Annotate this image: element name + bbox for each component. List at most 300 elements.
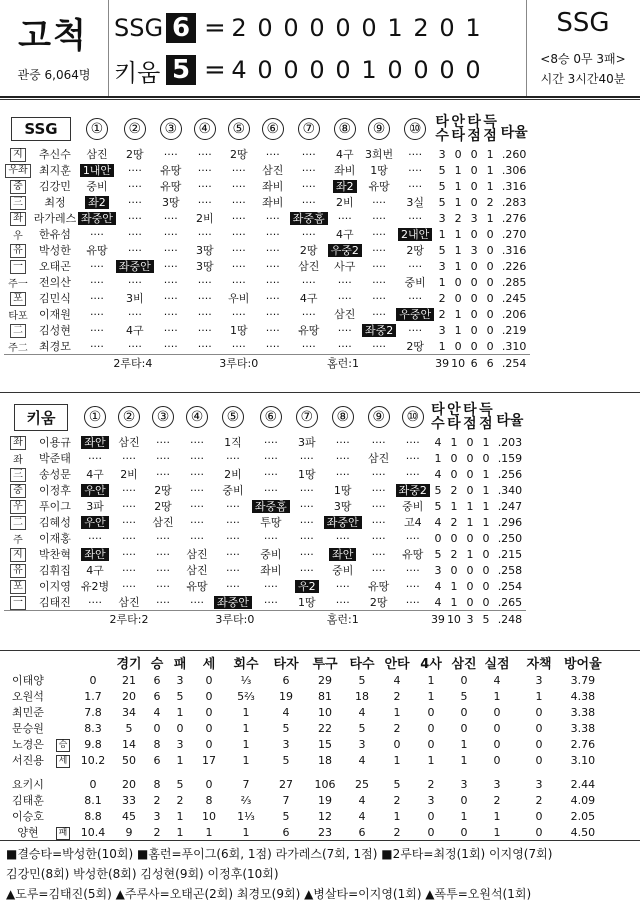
inning-number: ① [84,406,106,428]
at-bat-result: ···· [371,435,386,449]
pitching-stat: 5⅔ [237,689,255,703]
at-bat-result: 중비 [404,276,426,289]
at-bat-result: ···· [156,531,170,545]
at-bat-result: 유땅 [160,164,182,177]
at-bat-result: 4구 [126,324,144,337]
at-bat-result: 4구 [299,292,318,305]
pitching-stat: 0 [427,737,435,751]
at-bat-result: ···· [197,195,212,209]
stat-avg: .256 [497,467,523,481]
stat-rbi: 0 [470,291,478,305]
batter-row [4,322,530,338]
stat-rbi: 3 [470,211,478,225]
stat-r: 1 [482,467,490,481]
notes-line-3: ▲도루=김태진(5회) ▲주루사=오태곤(2회) 최경모(9회) ▲병살타=이지영(1회) ▲폭투=오원석(1회) [6,887,532,901]
pitching-stat: 14 [122,737,136,751]
pitching-stat: 0 [205,673,213,687]
stat-rbi: 0 [466,435,474,449]
inning-score: 0 [439,14,455,42]
at-bat-result: 1땅 [370,164,388,177]
batter-row [4,562,526,578]
batter-name: 김휘집 [39,564,71,577]
pitching-stat: 0 [535,809,543,823]
at-bat-result: ···· [371,499,386,513]
position-label: 지 [10,148,26,162]
at-bat-result: ···· [190,467,204,481]
at-bat-result: 1땅 [297,468,316,481]
stat-h: 1 [454,163,462,177]
at-bat-result: ···· [127,195,142,209]
at-bat-result: ···· [163,227,178,241]
stat-ab: 3 [438,259,446,273]
position-cell [4,306,32,322]
equals-sign: = [204,13,226,43]
at-bat-result: ···· [405,435,420,449]
pitching-stat: 1 [460,753,468,767]
at-bat-result: ···· [88,531,102,545]
pitcher-name: 오원석 [12,690,44,703]
pitching-stat: 2 [393,721,401,735]
at-bat-result: ···· [371,515,386,529]
at-bat-result: ···· [299,563,314,577]
notes-line-1: ■결승타=박성한(10회) ■홈런=푸이그(6회, 1점) 라가레스(7회, 1점) ■2루타=최정(1회) 이지영(7회) [6,847,553,861]
at-bat-result: ···· [299,483,314,497]
stat-rbi: 1 [466,499,474,513]
equals-sign: = [204,55,226,85]
pitching-header: 투구 [312,656,338,672]
inning-number: ⑧ [332,406,354,428]
stat-r: 0 [482,579,490,593]
inning-score: 0 [257,56,273,84]
total-rbi: 3 [462,611,478,628]
batter-row [4,466,526,482]
pitching-stat: 10 [318,705,332,719]
at-bat-result: ···· [231,163,246,177]
stat-h: 1 [450,595,458,609]
batter-row [4,258,530,274]
at-bat-result [78,210,116,226]
position-label: 좌 [13,454,23,466]
inning-number: ⑨ [368,118,390,140]
position-label: 포 [10,580,26,594]
pitching-header: 경기 [116,656,142,672]
pitching-stat: 4 [493,673,501,687]
pitching-stat: 2 [427,777,435,791]
pitching-stat: 0 [176,721,184,735]
at-bat-result: ···· [263,531,278,545]
stat-ab: 1 [438,339,446,353]
at-bat-result [362,322,396,338]
batter-name: 푸이그 [39,500,71,513]
at-bat-result: ···· [301,227,316,241]
batter-name: 김민식 [39,292,71,305]
at-bat-result: ···· [335,435,350,449]
stat-rbi: 0 [470,307,478,321]
total-avg: .254 [498,355,530,372]
stat-h: 0 [450,451,458,465]
gap-cell [4,768,564,776]
pitching-stat: 0 [535,721,543,735]
winner-record: <8승 0무 3패> [540,52,626,66]
at-bat-result: ···· [197,227,212,241]
at-bat-result: 유2병 [80,580,110,593]
pitcher-name: 노경은 [12,738,44,751]
inning-score: 0 [413,56,429,84]
pitching-stat: 0 [493,737,501,751]
at-bat-result: ···· [156,563,170,577]
at-bat-result: ···· [299,515,314,529]
pitching-stat: 1 [176,705,184,719]
at-bat-result: ···· [335,451,350,465]
home-team-name: 키움 [114,58,161,87]
position-cell [4,290,32,306]
venue-title: 고척 [18,16,88,56]
home-inning-scores [226,55,486,85]
pitching-stat: 81 [318,689,332,703]
at-bat-result: ···· [225,515,240,529]
at-bat-result: ···· [301,163,316,177]
at-bat-result: ···· [197,147,212,161]
at-bat-result: 삼진 [118,596,140,609]
position-cell [4,498,32,514]
notes-line-2: 김강민(8회) 박성한(8회) 김성현(9회) 이정후(10회) [6,867,279,881]
position-label: 二 [10,324,26,338]
hit-result: 좌중안 [116,260,154,273]
at-bat-result: ···· [408,211,423,225]
batting-header-row [4,400,526,434]
line-score-home [114,50,486,90]
at-bat-result: ···· [231,179,246,193]
at-bat-result: ···· [337,323,352,337]
pitcher-decision [52,824,74,840]
batter-name: 김태진 [39,596,71,609]
at-bat-result: ···· [335,579,350,593]
position-cell [4,194,32,210]
batter-row [4,514,526,530]
position-label: 유 [10,564,26,578]
stat-ab: 3 [438,211,446,225]
pitching-stat: 3 [282,737,290,751]
team-label-cell [4,112,78,146]
pitching-stat: 4.50 [570,825,596,839]
position-label: 三 [10,468,26,482]
pitching-stat: 3.38 [570,721,596,735]
batter-row [4,226,530,242]
stat-h: 0 [454,291,462,305]
pitcher-decision [52,792,74,808]
inning-header [362,112,396,146]
batter-name: 이재홍 [39,532,71,545]
at-bat-result: ···· [197,179,212,193]
home-total-runs: 5 [166,55,196,85]
pitching-stat: 20 [122,689,136,703]
batter-row [4,482,526,498]
at-bat-result: 좌비 [262,196,284,209]
position-cell [4,226,32,242]
pitcher-name: 요키시 [12,778,44,791]
stat-h: 0 [454,147,462,161]
stat-header [446,400,462,434]
at-bat-result: 중비 [222,484,244,497]
inning-number: ⑩ [404,118,426,140]
inning-header [78,112,116,146]
inning-header [396,112,434,146]
pitching-header: 세 [202,656,216,672]
pitching-stat: 0 [205,721,213,735]
total-h: 10 [446,612,461,626]
pitching-stat: 0 [427,809,435,823]
pitching-stat: 2 [393,689,401,703]
pitching-stat: 5 [460,689,468,703]
at-bat-result: ···· [127,163,142,177]
stat-avg: .316 [501,179,527,193]
pitcher-name: 이태양 [12,674,44,687]
pitching-stat: 5 [176,777,184,791]
batter-name: 박찬혁 [39,548,71,561]
decision-badge: 패 [56,827,71,840]
pitching-stat: 2 [393,825,401,839]
pitcher-decision [52,720,74,736]
position-cell [4,162,32,178]
position-label: 二 [10,516,26,530]
position-label: 중 [10,484,26,498]
pitching-stat: 0 [460,721,468,735]
at-bat-result: ···· [263,483,278,497]
hit-result: 1내안 [80,164,114,177]
at-bat-result: ···· [299,499,314,513]
stat-ab: 3 [438,323,446,337]
decision-badge: 세 [56,755,71,768]
pitching-stat: 3 [176,673,184,687]
pitching-table [4,652,602,840]
at-bat-result: ···· [197,291,212,305]
at-bat-result: ···· [301,275,316,289]
summary-spacer [4,611,78,628]
at-bat-result: 3실 [406,196,424,209]
pitching-stat: 2 [393,793,401,807]
batter-name: 김강민 [39,180,71,193]
pitching-stat: 10 [202,809,216,823]
at-bat-result [328,178,362,194]
pitching-header: 삼진 [451,656,477,672]
hit-result: 좌중안 [78,212,116,225]
pitcher-name: 최민준 [12,706,44,719]
stat-rbi: 0 [466,531,474,545]
at-bat-result: ···· [122,451,136,465]
line-score-away [114,8,486,48]
inning-number: ⑥ [260,406,282,428]
at-bat-result: ···· [89,339,104,353]
batter-row [4,194,530,210]
at-bat-result: ···· [408,163,423,177]
at-bat-result: 3희번 [364,148,394,161]
at-bat-result [324,514,362,530]
batter-name: 김혜성 [39,516,71,529]
pitching-stat: 22 [318,721,332,735]
stat-rbi: 0 [470,227,478,241]
at-bat-result: 2비 [224,468,242,481]
pitching-stat: 0 [427,825,435,839]
pitching-stat: 3 [493,777,501,791]
inning-header [222,112,256,146]
stat-header-label: 타율 [496,413,524,429]
at-bat-result: ···· [163,259,178,273]
pitching-stat: 5 [125,721,133,735]
at-bat-result: 삼진 [86,148,108,161]
inning-number: ⑤ [228,118,250,140]
at-bat-result [214,594,252,611]
stat-rbi: 1 [466,547,474,561]
pitching-header: 타수 [349,656,375,672]
at-bat-result: ···· [163,307,178,321]
pitching-stat: 3.38 [570,705,596,719]
stat-h: 2 [450,515,458,529]
pitching-header: 패 [173,656,187,672]
pitching-stat: 33 [122,793,136,807]
stat-rbi: 0 [470,259,478,273]
at-bat-result: 유땅 [298,324,320,337]
pitching-header: 회수 [233,656,259,672]
at-bat-result: 좌비 [260,564,282,577]
at-bat-result [116,258,154,274]
pitching-stat: 0 [205,705,213,719]
at-bat-result [328,242,362,258]
stat-rbi: 0 [466,595,474,609]
divider [0,99,640,100]
position-cell [4,482,32,498]
batter-row [4,210,530,226]
at-bat-result: ···· [371,563,386,577]
pitching-stat: 2.76 [570,737,596,751]
at-bat-result: ···· [263,451,278,465]
inning-header [116,112,154,146]
pitching-stat: 1 [242,825,250,839]
summary-doubles: 2루타:4 [78,355,188,372]
batter-name: 박성한 [39,244,71,257]
stat-header [478,400,494,434]
at-bat-result: 고4 [403,516,422,529]
pitching-header: 자책 [526,656,552,672]
pitching-stat: 7.8 [84,705,102,719]
pitching-header-spacer [4,652,112,672]
winner-team: SSG [556,8,610,38]
at-bat-result: ···· [225,499,240,513]
stat-avg: .250 [497,531,523,545]
at-bat-result: ···· [122,483,136,497]
pitching-stat: 29 [318,673,332,687]
at-bat-result: 사구 [334,260,356,273]
pitching-stat: 0 [427,721,435,735]
stat-ab: 5 [434,483,442,497]
pitching-stat: 8 [153,737,161,751]
stat-header [430,400,446,434]
at-bat-result: ···· [190,531,204,545]
hit-result: 우중2 [328,244,362,257]
position-cell [4,434,32,450]
inning-header [290,112,328,146]
stat-ab: 4 [434,435,442,449]
pitching-stat: 5 [176,689,184,703]
at-bat-result [396,306,434,322]
pitching-stat: 2.44 [570,777,596,791]
total-ab: 39 [435,356,450,370]
stat-ab: 3 [434,563,442,577]
pitcher-decision [52,704,74,720]
position-label: 좌 [10,436,26,450]
stat-ab: 2 [438,307,446,321]
pitching-stat: 0 [535,753,543,767]
position-cell [4,146,32,162]
pitching-stat: 45 [122,809,136,823]
at-bat-result: ···· [301,147,316,161]
stat-header [482,112,498,146]
pitching-stat: 5 [282,809,290,823]
stat-ab: 4 [434,595,442,609]
stat-r: 1 [482,435,490,449]
position-cell [4,322,32,338]
position-cell [4,546,32,562]
inning-header [252,400,290,434]
hit-result: 좌중안 [214,596,252,609]
stat-h: 0 [450,531,458,545]
pitching-stat: 4 [282,705,290,719]
pitching-stat: 1 [242,753,250,767]
at-bat-result: ···· [265,259,280,273]
stat-h: 1 [454,195,462,209]
pitching-stat: 4 [358,793,366,807]
pitching-stat: 19 [318,793,332,807]
pitching-stat: 0 [205,737,213,751]
at-bat-result [78,546,112,562]
at-bat-result: ···· [190,595,204,609]
pitcher-decision [52,752,74,768]
at-bat-result: ···· [122,579,136,593]
stat-h: 1 [454,179,462,193]
hit-result: 좌안 [81,436,108,449]
ssg-batting-table [4,112,530,371]
at-bat-result: ···· [337,339,352,353]
stat-r: 0 [482,547,490,561]
pitcher-decision [52,688,74,704]
at-bat-result: ···· [263,435,278,449]
at-bat-result: ···· [122,547,136,561]
stat-h: 1 [454,243,462,257]
pitching-stat: 23 [318,825,332,839]
batter-row [4,578,526,594]
at-bat-result: ···· [371,483,386,497]
pitching-stat: 1 [242,721,250,735]
stat-h: 2 [454,211,462,225]
pitching-stat: 4 [153,705,161,719]
pitching-stat: 106 [314,777,336,791]
at-bat-result: ···· [89,291,104,305]
stat-header-bottom: 점 [479,416,493,432]
pitcher-name: 문승원 [12,722,44,735]
team-summary-row [4,611,526,628]
pitching-stat: 3 [358,737,366,751]
at-bat-result: ···· [231,227,246,241]
at-bat-result: 중비 [260,548,282,561]
inning-number: ⑧ [334,118,356,140]
pitching-stat: 0 [493,753,501,767]
pitching-stat: 1 [176,825,184,839]
hit-result: 우안 [81,484,108,497]
at-bat-result: ···· [122,531,136,545]
at-bat-result: ···· [335,595,350,609]
at-bat-result: ···· [89,323,104,337]
at-bat-result: ···· [156,435,170,449]
inning-number: ⑨ [368,406,390,428]
